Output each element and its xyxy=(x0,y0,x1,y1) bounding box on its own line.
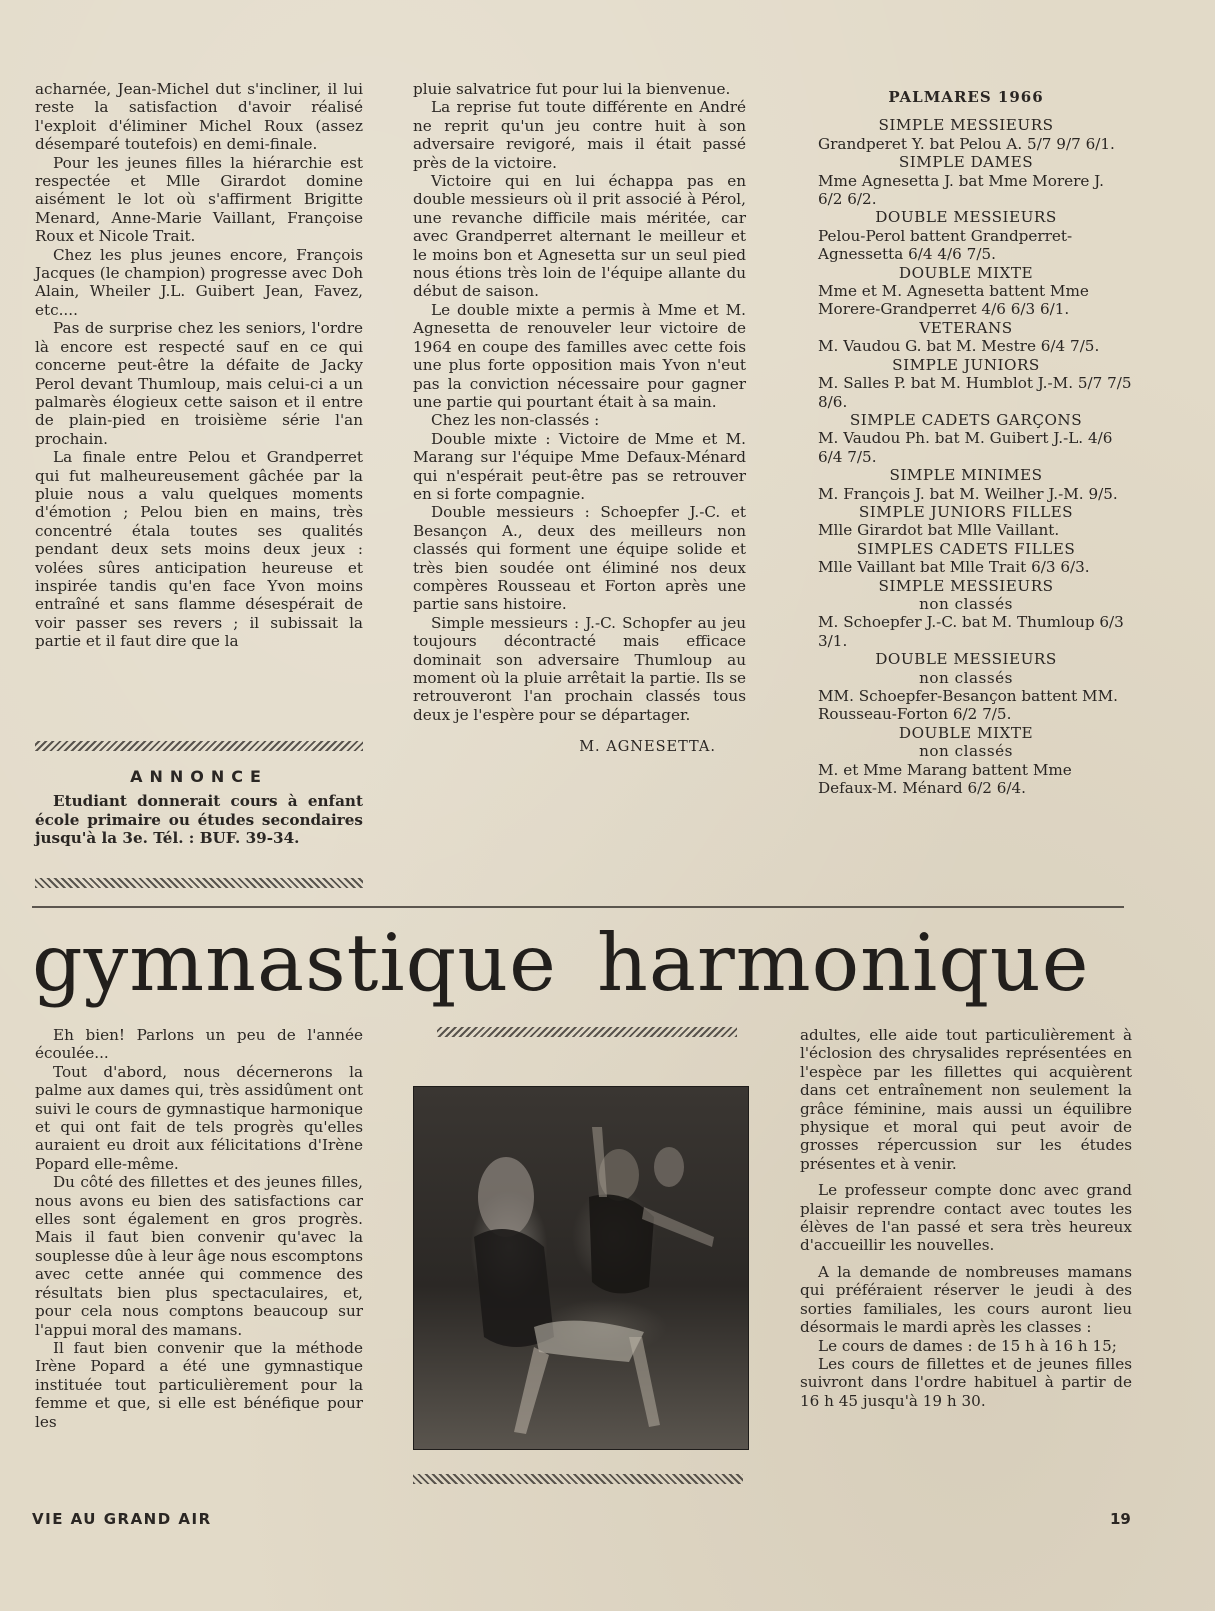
palmares-result: Mlle Girardot bat Mlle Vaillant. xyxy=(818,521,1060,540)
palmares-result: M. Salles P. bat M. Humblot J.-M. 5/7 7/5 8/6. xyxy=(818,374,1132,411)
palmares-category: DOUBLE MIXTE xyxy=(898,263,1034,282)
palmares-result: M. et Mme Marang battent Mme Defaux-M. Ménard 6/2 6/4. xyxy=(818,760,1072,798)
paragraph: Double mixte : Victoire de Mme et M. Marang sur l'équipe Mme Defaux-Ménard qui n'espérait peut-être pas se retrouver en si forte compagnie. xyxy=(413,429,746,503)
paragraph: Eh bien! Parlons un peu de l'année écoulée... xyxy=(35,1026,363,1063)
palmares-category: SIMPLE CADETS GARÇONS xyxy=(849,410,1083,429)
paragraph: Le double mixte a permis à Mme et M. Agnesetta de renouveler leur victoire de 1964 en coupe des familles avec cette fois une plus forte opposition mais Yvon n'eut pas la conviction nécessaire pour gagner une partie qui pourtant était à sa main. xyxy=(413,300,746,411)
palmares-result: M. François J. bat M. Weilher J.-M. 9/5. xyxy=(818,484,1118,503)
palmares-result: M. Vaudou Ph. bat M. Guibert J.-L. 4/6 6/4 7/5. xyxy=(818,429,1113,466)
gymnastics-headline: gymnastique harmonique xyxy=(32,917,1090,1009)
paragraph: La finale entre Pelou et Grandperret qui fut malheureusement gâchée par la pluie nous a valu quelques moments d'émotion ; Pelou bien en mains, très concentré étala toutes ses qualités pendant deux sets moins deux jeux : volées sûres anticipation heureuse et inspirée tandis qu'en face Yvon moins entraîné et sans flamme désespérait de voir passer ses revers ; il subissait la partie et il faut dire que la xyxy=(35,448,363,651)
wavy-divider xyxy=(35,741,363,751)
palmares-result: Mme et M. Agnesetta battent Mme Morere-Grandperret 4/6 6/3 6/1. xyxy=(818,282,1089,319)
gymnastics-article-column-1 xyxy=(35,1026,363,1431)
gymnasts-photo xyxy=(413,1086,749,1450)
ad-body: Etudiant donnerait cours à enfant école primaire ou études secondaires jusqu'à la 3e. Tél. : BUF. 39-34. xyxy=(35,792,363,848)
palmares-category: non classés xyxy=(919,742,1013,761)
gymnastics-article-column-2 xyxy=(800,1026,1132,1410)
palmares-category: non classés xyxy=(919,594,1013,613)
palmares-category: DOUBLE MESSIEURS xyxy=(875,208,1057,227)
author-signature: M. AGNESETTA. xyxy=(579,739,716,756)
paragraph: Chez les non-classés : xyxy=(431,411,600,430)
paragraph: Simple messieurs : J.-C. Schopfer au jeu toujours décontracté mais efficace dominait son adversaire Thumloup au moment où la pluie arrêtait la partie. Ils se retrouveront l'an prochain classés tous deux je l'espère pour se départager. xyxy=(413,613,746,724)
palmares-result: Mlle Vaillant bat Mlle Trait 6/3 6/3. xyxy=(818,558,1090,577)
palmares-result: M. Vaudou G. bat M. Mestre 6/4 7/5. xyxy=(818,337,1100,356)
palmares-result: Mme Agnesetta J. bat Mme Morere J. 6/2 6/2. xyxy=(818,171,1104,209)
paragraph: A la demande de nombreuses mamans qui préféraient réserver le jeudi à des sorties familiales, les cours auront lieu désormais le mardi après les classes : xyxy=(800,1262,1132,1337)
palmares-result: MM. Schoepfer-Besançon battent MM. Rousseau-Forton 6/2 7/5. xyxy=(818,687,1118,724)
classified-ad xyxy=(35,768,363,848)
wavy-divider xyxy=(35,878,363,888)
paragraph: Chez les plus jeunes encore, François Jacques (le champion) progresse avec Doh Alain, Wheiler J.L. Guibert Jean, Favez, etc.... xyxy=(35,245,363,319)
paragraph: Du côté des fillettes et des jeunes filles, nous avons eu bien des satisfactions car elles sont également en gros progrès. Mais il faut bien convenir qu'avec la souplesse dûe à leur âge nous escomptons avec cette année qui commence des résultats bien plus spectaculaires, et, pour cela nous comptons beaucoup sur l'appui moral des mamans. xyxy=(35,1173,363,1339)
paragraph: Pas de surprise chez les seniors, l'ordre là encore est respecté sauf en ce qui concerne peut-être la défaite de Jacky Perol devant Thumloup, mais celui-ci a un palmarès élogieux cette saison et il entre de plain-pied en troisième série l'an prochain. xyxy=(35,319,363,448)
paragraph: Double messieurs : Schoepfer J.-C. et Besançon A., deux des meilleurs non classés qui forment une équipe solide et très bien soudée ont éliminé nos deux compères Rousseau et Forton après une partie sans histoire. xyxy=(413,503,746,614)
palmares-results-column xyxy=(800,88,1132,797)
wavy-divider xyxy=(437,1027,737,1037)
paragraph: Les cours de fillettes et de jeunes filles suivront dans l'ordre habituel à partir de 16 h 45 jusqu'à 19 h 30. xyxy=(800,1354,1132,1410)
paragraph: Victoire qui en lui échappa pas en double messieurs où il prit associé à Pérol, une revanche difficile mais méritée, car avec Grandperret alternant le meilleur et le moins bon et Agnesetta sur un seul pied nous étions très loin de l'équipe allante du début de saison. xyxy=(413,172,746,301)
paragraph: Pour les jeunes filles la hiérarchie est respectée et Mlle Girardot domine aisément le lot où s'affirment Brigitte Menard, Anne-Marie Vaillant, Françoise Roux et Nicole Trait. xyxy=(35,153,363,246)
paragraph: Il faut bien convenir que la méthode Irène Popard a été une gymnastique instituée tout particulièrement pour la femme et que, si elle est bénéfique pour les xyxy=(35,1338,363,1431)
gymnasts-silhouettes xyxy=(414,1087,748,1449)
palmares-list xyxy=(800,116,1132,797)
palmares-result: M. Schoepfer J.-C. bat M. Thumloup 6/3 3/1. xyxy=(818,613,1124,650)
palmares-category: DOUBLE MIXTE xyxy=(898,723,1034,742)
tennis-article-column-2 xyxy=(413,80,746,757)
palmares-category: SIMPLE JUNIORS FILLES xyxy=(858,502,1074,521)
palmares-result: Pelou-Perol battent Grandperret-Agnessetta 6/4 4/6 7/5. xyxy=(818,226,1073,264)
palmares-category: SIMPLE MESSIEURS xyxy=(878,116,1054,135)
page-number: 19 xyxy=(1110,1510,1131,1528)
palmares-title: PALMARES 1966 xyxy=(888,88,1044,106)
palmares-category: non classés xyxy=(919,668,1013,687)
paragraph: acharnée, Jean-Michel dut s'incliner, il lui reste la satisfaction d'avoir réalisé l'exploit d'éliminer Michel Roux (assez désemparé toutefois) en demi-finale. xyxy=(35,80,363,154)
paragraph: La reprise fut toute différente en André ne reprit qu'un jeu contre huit à son adversaire revigoré, mais il était passé près de la victoire. xyxy=(413,98,746,172)
paragraph: Tout d'abord, nous décernerons la palme aux dames qui, très assidûment ont suivi le cours de gymnastique harmonique et qui ont fait de tels progrès qu'elles auraient eu droit aux félicitations d'Irène Popard elle-même. xyxy=(35,1062,363,1173)
tennis-article-column-1 xyxy=(35,80,363,651)
magazine-name-footer: VIE AU GRAND AIR xyxy=(32,1510,212,1528)
palmares-category: DOUBLE MESSIEURS xyxy=(875,650,1057,669)
palmares-category: SIMPLE MESSIEURS xyxy=(878,576,1054,595)
paragraph: Le cours de dames : de 15 h à 16 h 15; xyxy=(818,1336,1117,1355)
paragraph: pluie salvatrice fut pour lui la bienvenue. xyxy=(413,80,731,98)
paragraph: Le professeur compte donc avec grand plaisir reprendre contact avec toutes les élèves de l'an passé et sera très heureux d'accueillir les nouvelles. xyxy=(800,1181,1132,1255)
palmares-category: SIMPLES CADETS FILLES xyxy=(856,539,1076,558)
ad-title: ANNONCE xyxy=(130,767,268,786)
palmares-category: SIMPLE JUNIORS xyxy=(892,355,1040,374)
palmares-category: SIMPLE DAMES xyxy=(898,153,1034,172)
palmares-category: VETERANS xyxy=(919,318,1013,337)
section-divider-rule xyxy=(32,906,1124,908)
palmares-category: SIMPLE MINIMES xyxy=(889,466,1043,485)
wavy-divider xyxy=(413,1474,743,1484)
paragraph: adultes, elle aide tout particulièrement à l'éclosion des chrysalides représentées en l'espèce par les fillettes qui acquièrent dans cet entraînement non seulement la grâce féminine, mais aussi un équilibre physique et moral qui peut avoir de grosses répercussion sur les études présentes et à venir. xyxy=(800,1026,1132,1173)
palmares-result: Grandperet Y. bat Pelou A. 5/7 9/7 6/1. xyxy=(818,134,1115,153)
